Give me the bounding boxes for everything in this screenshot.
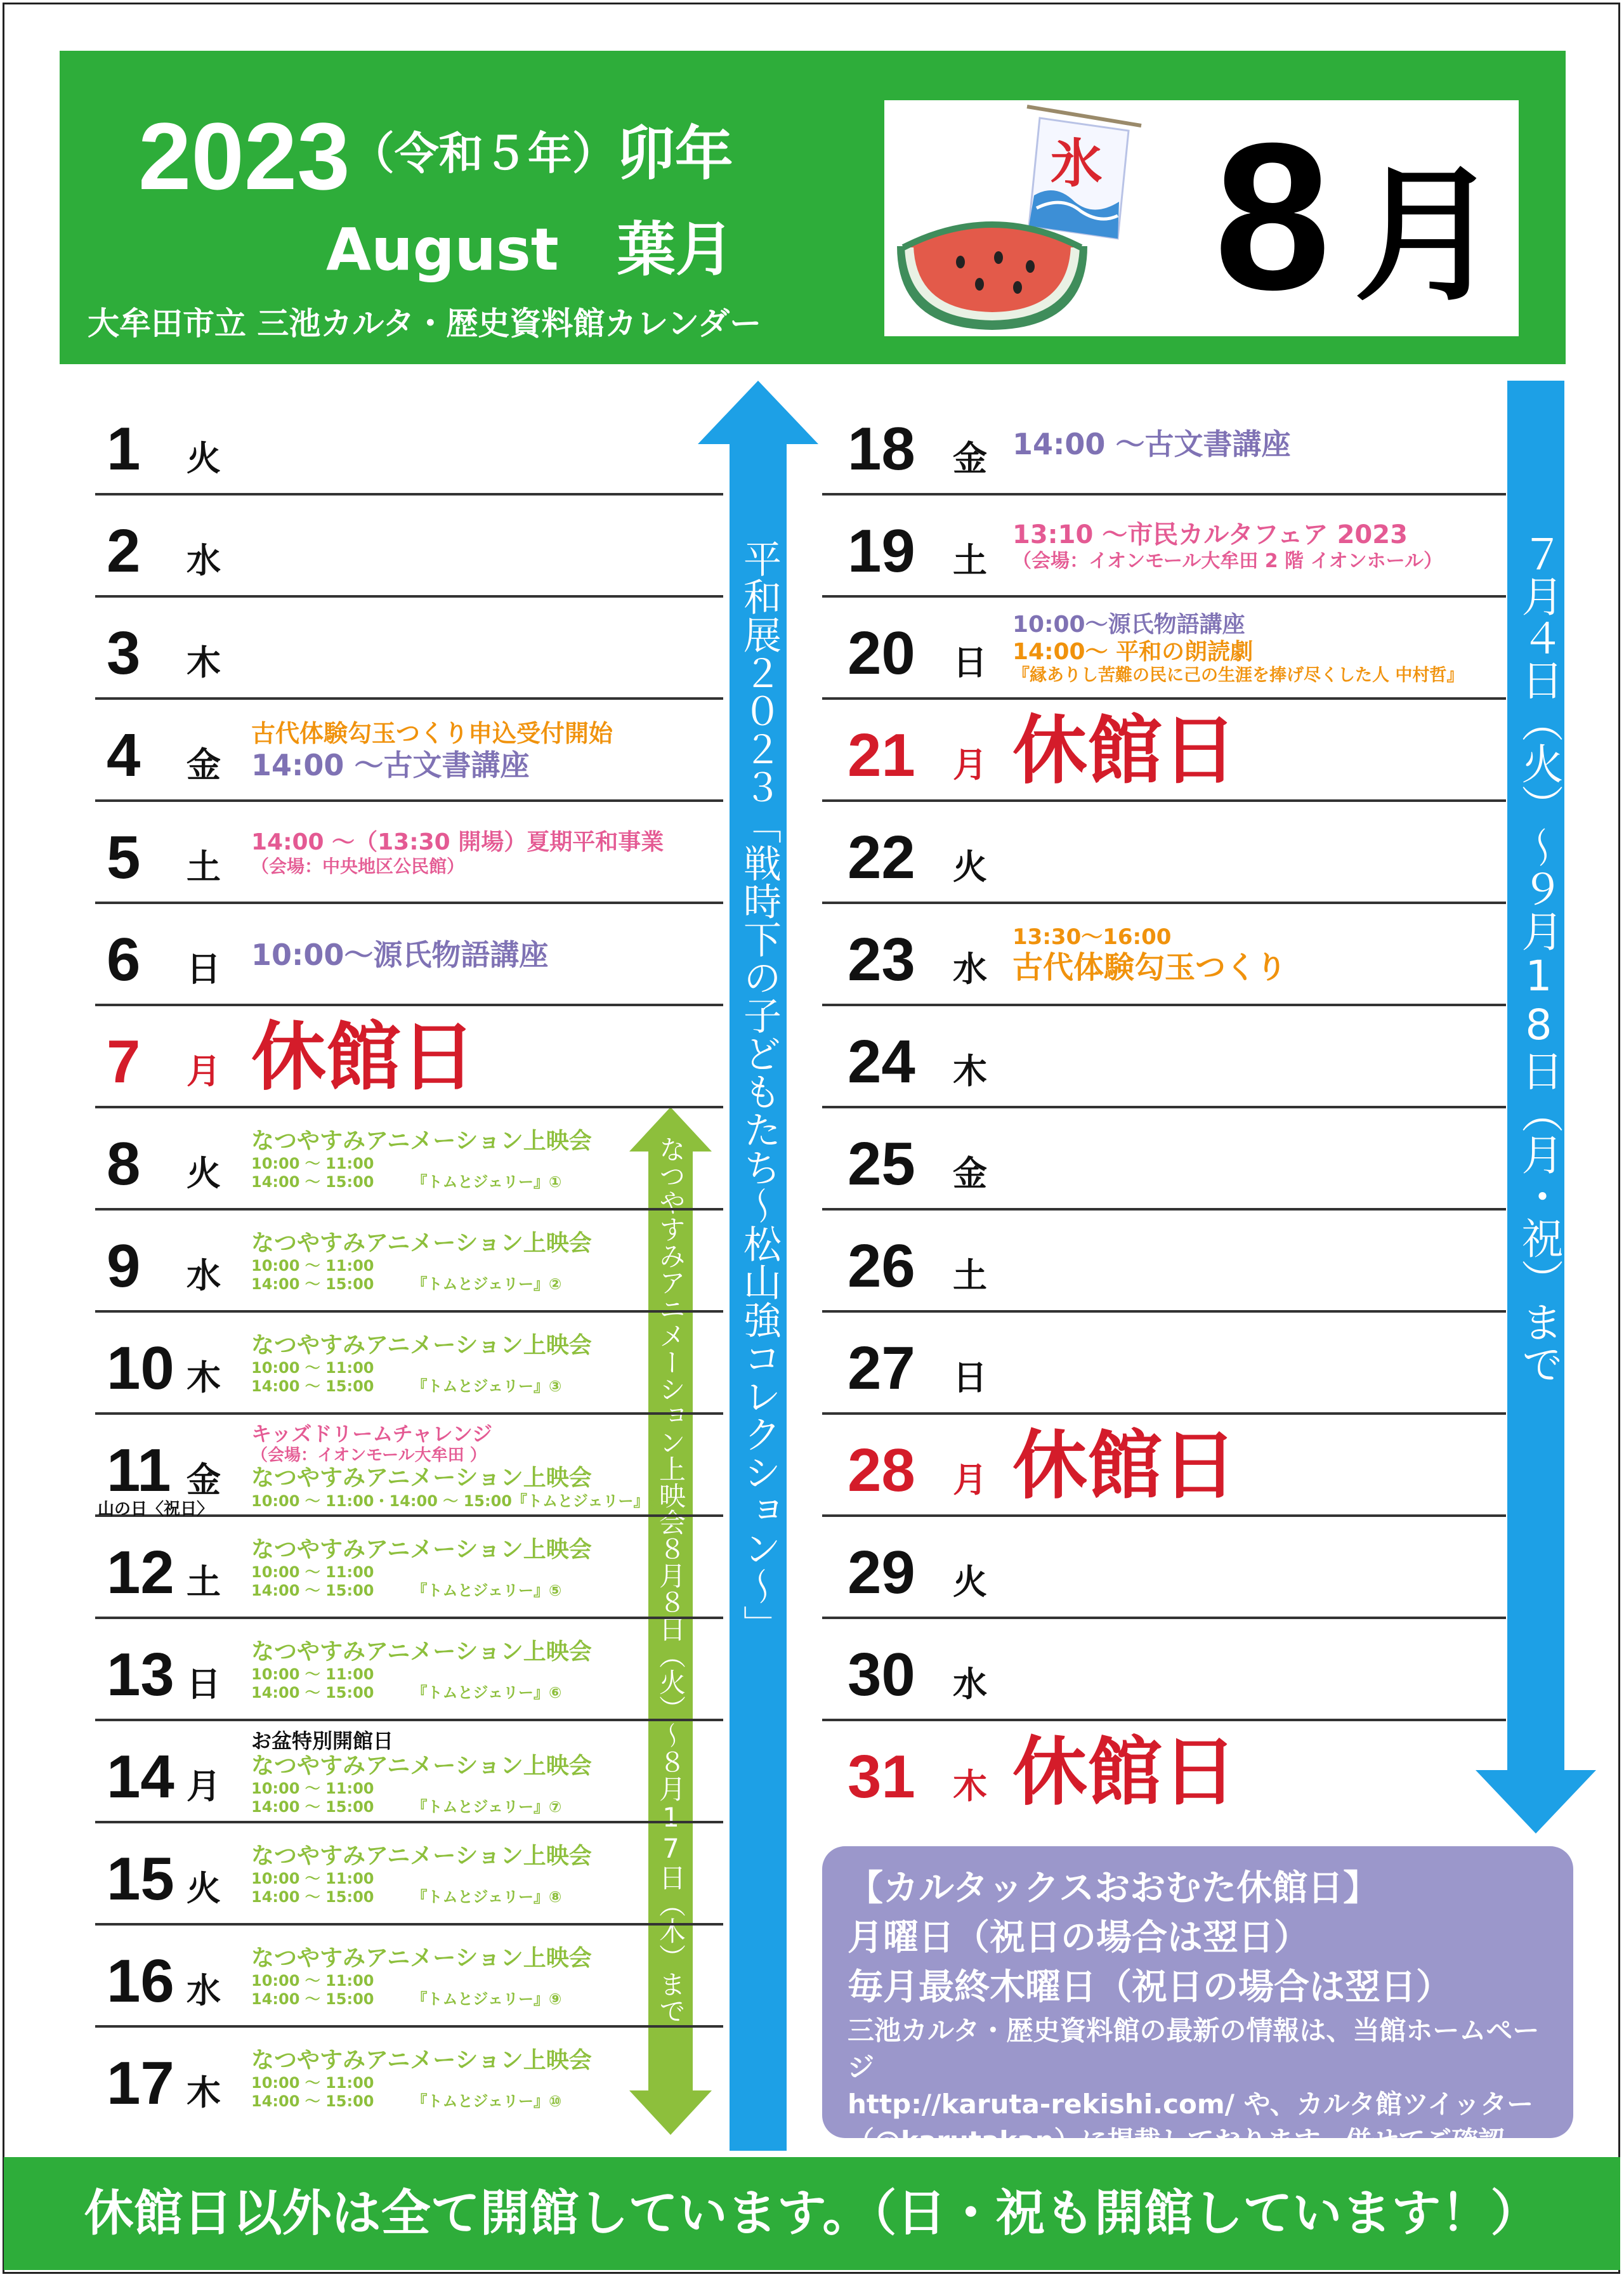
calendar-day-row — [95, 1415, 723, 1517]
day-number: 27 — [848, 1334, 915, 1402]
event-text: お盆特別開館日 — [251, 1729, 394, 1754]
event-text: なつやすみアニメーション上映会 — [251, 1752, 592, 1779]
event-text: 10:00 ～ 11:00 — [251, 1359, 374, 1377]
zodiac: 卯年 — [616, 120, 733, 188]
event-text: 14:00 ～ 15:00 『トムとジェリー』⑤ — [251, 1581, 562, 1599]
day-number: 5 — [107, 824, 141, 891]
day-weekday: 土 — [953, 1256, 987, 1296]
day-weekday: 金 — [953, 438, 987, 478]
calendar-day-row — [95, 1211, 723, 1313]
day-number: 29 — [848, 1539, 915, 1606]
info-title: 【カルタックスおおむた休館日】 — [848, 1868, 1379, 1909]
event-text: 10:00～源氏物語講座 — [251, 938, 549, 973]
day-number: 25 — [848, 1130, 915, 1198]
day-weekday: 水 — [953, 1664, 987, 1704]
calendar-day-row — [822, 700, 1506, 802]
event-text: なつやすみアニメーション上映会 — [251, 1230, 592, 1256]
day-weekday: 土 — [187, 847, 221, 887]
calendar-day-row — [822, 1006, 1506, 1108]
event-text: なつやすみアニメーション上映会 — [251, 1842, 592, 1869]
event-text: 14:00 ～ 15:00 『トムとジェリー』① — [251, 1172, 562, 1191]
day-number: 8 — [107, 1130, 141, 1198]
closed-day-label: 休館日 — [1012, 706, 1238, 794]
day-number: 18 — [848, 415, 915, 483]
event-text: 10:00～源氏物語講座 — [1012, 612, 1245, 638]
day-weekday: 水 — [187, 1971, 221, 2011]
calendar-day-row — [95, 802, 723, 904]
calendar-day-row — [95, 1517, 723, 1619]
event-text: なつやすみアニメーション上映会 — [251, 2047, 592, 2073]
peace-exhibit-text: 平和展２０２３「戦時下の子どもたち～松山強コレクション～」 — [737, 539, 782, 1643]
day-number: 20 — [848, 619, 915, 687]
calendar-day-row — [822, 598, 1506, 700]
calendar-day-row — [822, 904, 1506, 1006]
calendar-day-row — [822, 1313, 1506, 1415]
day-weekday: 火 — [187, 1153, 221, 1193]
day-weekday: 金 — [187, 745, 221, 785]
day-weekday: 木 — [187, 643, 221, 683]
day-weekday: 火 — [953, 847, 987, 887]
month-number: 8 — [1214, 99, 1331, 333]
info-text-line: （@karutakan）に掲載しております。併せてご確認 — [848, 2125, 1505, 2156]
event-text: 14:00～ 平和の朗読劇 — [1012, 638, 1254, 665]
day-number: 7 — [107, 1028, 141, 1096]
month-box — [884, 100, 1519, 336]
closed-day-label: 休館日 — [1012, 1728, 1238, 1816]
day-weekday: 月 — [187, 1766, 221, 1806]
day-number: 23 — [848, 926, 915, 994]
event-text: 10:00 ～ 11:00 — [251, 1972, 374, 1990]
calendar-day-row — [822, 393, 1506, 495]
day-weekday: 月 — [187, 1051, 221, 1091]
event-text: 14:00 ～ 15:00 『トムとジェリー』⑩ — [251, 2092, 562, 2110]
event-text: （会場：イオンモール大牟田 ） — [251, 1445, 487, 1465]
info-closed-monday: 月曜日（祝日の場合は翌日） — [848, 1917, 1309, 1959]
calendar-day-row — [95, 1108, 723, 1211]
calendar-day-row — [822, 1108, 1506, 1211]
event-text: 10:00 ～ 11:00 — [251, 1155, 374, 1173]
event-text: なつやすみアニメーション上映会 — [251, 1465, 592, 1492]
closed-day-label: 休館日 — [1012, 1421, 1238, 1509]
event-text: 14:00 ～ 15:00 『トムとジェリー』⑦ — [251, 1797, 562, 1816]
day-number: 6 — [107, 926, 141, 994]
calendar-day-row — [95, 700, 723, 802]
event-text: 10:00 ～ 11:00 — [251, 1665, 374, 1684]
calendar-day-row — [95, 2028, 723, 2130]
calendar-day-row — [822, 1619, 1506, 1721]
day-number: 31 — [848, 1743, 915, 1811]
header-year-line — [138, 102, 733, 211]
event-text: 14:00 ～ 15:00 『トムとジェリー』⑥ — [251, 1683, 562, 1702]
day-weekday: 水 — [953, 949, 987, 989]
event-text: 13:30～16:00 — [1012, 924, 1172, 950]
day-weekday: 木 — [187, 2073, 221, 2113]
era: （令和５年） — [350, 128, 617, 180]
day-number: 4 — [107, 721, 141, 789]
day-number: 12 — [107, 1539, 174, 1606]
month-kanji: 月 — [1354, 152, 1500, 321]
event-text: キッズドリームチャレンジ — [251, 1421, 493, 1446]
info-closed-last-thursday: 毎月最終木曜日（祝日の場合は翌日） — [848, 1967, 1451, 2008]
event-text: 10:00 ～ 11:00 — [251, 2074, 374, 2092]
holiday-note: 山の日〈祝日〉 — [98, 1500, 214, 1519]
event-text: 10:00 ～ 11:00 — [251, 1563, 374, 1582]
event-text: なつやすみアニメーション上映会 — [251, 1332, 592, 1358]
day-weekday: 水 — [187, 1256, 221, 1296]
day-number: 17 — [107, 2049, 174, 2117]
event-text: 14:00 ～ 15:00 『トムとジェリー』② — [251, 1275, 562, 1293]
exhibit-period-text: ７月４日（火）～９月18日（月・祝）まで — [1514, 533, 1563, 1384]
day-weekday: 水 — [187, 541, 221, 581]
svg-text:氷: 氷 — [1051, 134, 1103, 194]
event-text: 14:00 ～古文書講座 — [251, 747, 530, 782]
day-weekday: 月 — [953, 1460, 987, 1500]
calendar-day-row — [95, 393, 723, 495]
day-number: 30 — [848, 1641, 915, 1709]
calendar-day-row — [95, 904, 723, 1006]
calendar-header — [60, 51, 1566, 364]
calendar-day-row — [822, 1721, 1506, 1823]
day-number: 15 — [107, 1845, 174, 1913]
event-text: 古代体験勾玉つくり申込受付開始 — [251, 719, 613, 747]
day-number: 26 — [848, 1232, 915, 1300]
calendar-day-row — [95, 495, 723, 598]
event-text: 14:00 ～（13:30 開場）夏期平和事業 — [251, 829, 664, 855]
event-text: 14:00 ～ 15:00 『トムとジェリー』⑧ — [251, 1887, 562, 1906]
day-number: 1 — [107, 415, 141, 483]
day-number: 10 — [107, 1334, 174, 1402]
event-text: 10:00 ～ 11:00・14:00 ～ 15:00『トムとジェリー』④ — [251, 1492, 662, 1510]
event-text: （会場：中央地区公民館） — [251, 856, 465, 877]
day-number: 28 — [848, 1436, 915, 1504]
day-weekday: 土 — [953, 541, 987, 581]
calendar-day-row — [95, 1926, 723, 2028]
event-text: 14:00 ～ 15:00 『トムとジェリー』③ — [251, 1377, 562, 1395]
day-weekday: 木 — [953, 1766, 987, 1806]
calendar-day-row — [95, 1823, 723, 1926]
closed-days-info — [822, 1846, 1573, 2156]
event-text: 10:00 ～ 11:00 — [251, 1870, 374, 1888]
day-number: 9 — [107, 1232, 141, 1300]
calendar-day-row — [822, 1415, 1506, 1517]
calendar-day-row — [822, 1211, 1506, 1313]
day-weekday: 木 — [953, 1051, 987, 1091]
calendar-day-row — [95, 1006, 723, 1108]
day-weekday: 土 — [187, 1562, 221, 1602]
day-weekday: 木 — [187, 1358, 221, 1398]
calendar-day-row — [95, 598, 723, 700]
day-weekday: 金 — [187, 1460, 221, 1500]
event-text: （会場：イオンモール大牟田 2 階 イオンホール） — [1012, 550, 1443, 573]
day-weekday: 日 — [187, 949, 221, 989]
footer-notice: 休館日以外は全て開館しています。（日・祝も開館しています！） — [4, 2157, 1620, 2270]
day-weekday: 日 — [953, 643, 987, 683]
calendar-day-row — [822, 802, 1506, 904]
day-weekday: 金 — [953, 1153, 987, 1193]
day-weekday: 火 — [187, 1868, 221, 1908]
watermelon-kakigori-flag-icon — [884, 100, 1182, 335]
day-number: 13 — [107, 1641, 174, 1709]
day-weekday: 日 — [187, 1664, 221, 1704]
calendar-day-row — [95, 1313, 723, 1415]
day-number: 14 — [107, 1743, 174, 1811]
event-text: なつやすみアニメーション上映会 — [251, 1127, 592, 1154]
event-text: 13:10 ～市民カルタフェア 2023 — [1012, 520, 1408, 550]
event-text: 14:00 ～ 15:00 『トムとジェリー』⑨ — [251, 1990, 562, 2008]
day-weekday: 月 — [953, 745, 987, 785]
calendar-day-row — [95, 1619, 723, 1721]
day-weekday: 火 — [953, 1562, 987, 1602]
day-number: 3 — [107, 619, 141, 687]
calendar-day-row — [95, 1721, 723, 1823]
year: 2023 — [138, 103, 350, 209]
day-number: 16 — [107, 1947, 174, 2015]
day-number: 21 — [848, 721, 915, 789]
event-text: 14:00 ～古文書講座 — [1012, 427, 1291, 462]
info-website-link[interactable]: http://karuta-rekishi.com/ や、カルタ館ツイッター — [848, 2089, 1534, 2120]
closed-day-label: 休館日 — [251, 1013, 476, 1101]
event-text: なつやすみアニメーション上映会 — [251, 1945, 592, 1971]
calendar-day-row — [822, 1517, 1506, 1619]
calendar-day-row — [822, 495, 1506, 598]
month-english: August 葉月 — [326, 216, 734, 284]
event-text: 10:00 ～ 11:00 — [251, 1780, 374, 1798]
calendar-subtitle: 大牟田市立 三池カルタ・歴史資料館カレンダー — [88, 305, 762, 342]
event-text: 『縁ありし苦難の民に己の生涯を捧げ尽くした人 中村哲』 — [1012, 666, 1464, 686]
day-number: 19 — [848, 517, 915, 585]
info-text-line: 三池カルタ・歴史資料館の最新の情報は、当館ホームページ — [848, 2015, 1540, 2083]
day-weekday: 火 — [187, 438, 221, 478]
day-weekday: 日 — [953, 1358, 987, 1398]
day-number: 11 — [107, 1436, 171, 1504]
event-text: 古代体験勾玉つくり — [1012, 950, 1287, 986]
event-text: なつやすみアニメーション上映会 — [251, 1638, 592, 1665]
event-text: 10:00 ～ 11:00 — [251, 1257, 374, 1275]
event-text: なつやすみアニメーション上映会 — [251, 1536, 592, 1563]
day-number: 24 — [848, 1028, 915, 1096]
day-number: 22 — [848, 824, 915, 891]
day-number: 2 — [107, 517, 141, 585]
animation-period-text: なつやすみアニメーション上映会８月８日（火）～８月17日（木）まで — [655, 1136, 686, 2024]
